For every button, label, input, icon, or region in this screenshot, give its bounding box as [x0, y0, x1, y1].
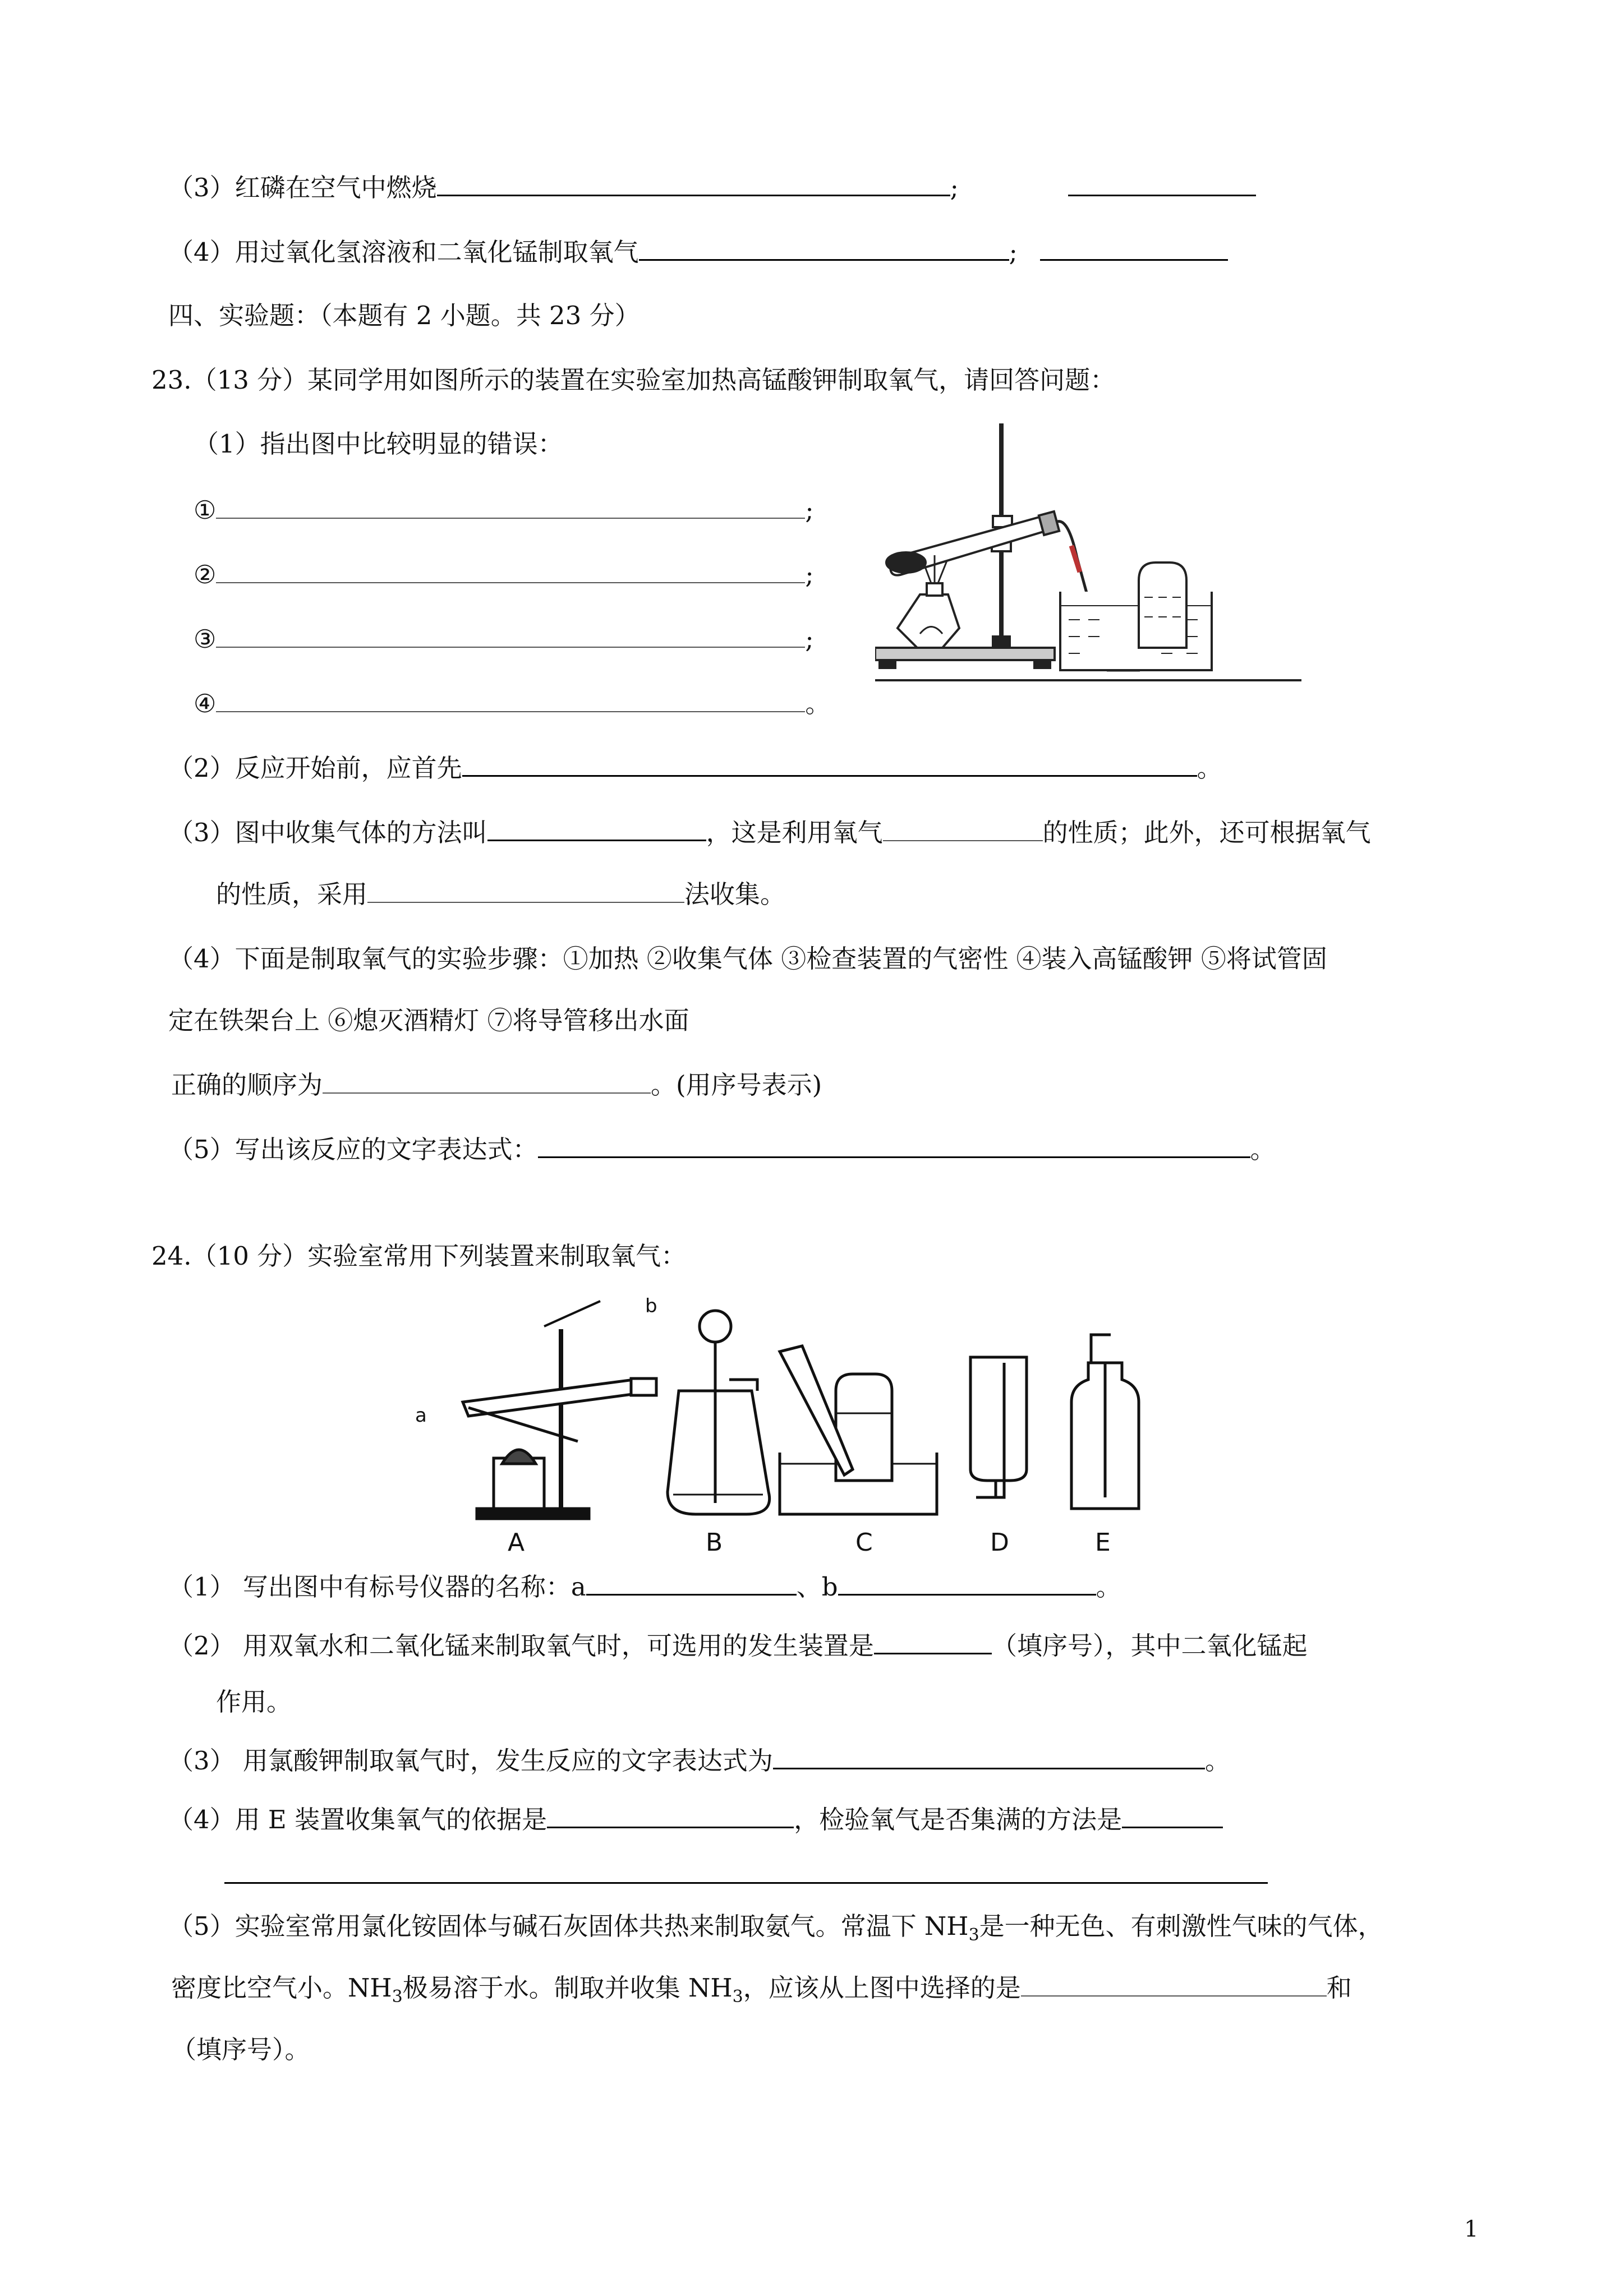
answer-blank[interactable]: [216, 560, 805, 583]
answer-blank[interactable]: [367, 879, 684, 903]
q23-part4-line1: （4）下面是制取氧气的实验步骤：①加热 ②收集气体 ③检查装置的气密性 ④装入高锰酸钾 ⑤将试管固: [168, 944, 1327, 974]
answer-blank[interactable]: [216, 624, 805, 648]
figure-mark-b: b: [645, 1295, 657, 1317]
answer-blank[interactable]: [216, 495, 805, 519]
answer-blank[interactable]: [773, 1745, 1205, 1769]
q23-error-4: ④ 。: [194, 689, 831, 718]
figure-label-C: C: [855, 1528, 873, 1557]
page-number: 1: [1464, 2216, 1479, 2242]
q23-part3-line2: 的性质，采用 法收集。: [216, 879, 786, 909]
q23-error-2: ② ;: [194, 560, 814, 589]
figure-mark-a: a: [415, 1404, 427, 1427]
q24-title: 24.（10 分）实验室常用下列装置来制取氧气：: [151, 1241, 687, 1271]
q23-error-1: ① ;: [194, 495, 814, 525]
q22-item3: （3）红磷在空气中燃烧 ;: [168, 171, 1256, 205]
answer-blank[interactable]: [487, 817, 706, 841]
figure-label-D: D: [990, 1528, 1009, 1557]
q23-part2: （2）反应开始前，应首先 。: [168, 753, 1222, 783]
answer-blank[interactable]: [538, 1134, 1250, 1158]
answer-blank[interactable]: [874, 1630, 992, 1654]
figure-label-E: E: [1095, 1528, 1111, 1557]
q22-item4: （4）用过氧化氢溶液和二氧化锰制取氧气 ;: [168, 236, 1228, 269]
figure-label-B: B: [706, 1528, 723, 1557]
q24-part2-line2: 作用。: [216, 1687, 292, 1717]
answer-blank[interactable]: [586, 1571, 797, 1596]
answer-blank[interactable]: [547, 1804, 794, 1828]
answer-blank[interactable]: [1122, 1804, 1223, 1828]
answer-blank[interactable]: [838, 1571, 1096, 1596]
q24-part4: （4）用 E 装置收集氧气的依据是 ，检验氧气是否集满的方法是: [168, 1803, 1223, 1837]
q24-part5-line1: （5）实验室常用氯化铵固体与碱石灰固体共热来制取氨气。常温下 $NH_3$是一种无色、有刺激性气味的气体，: [168, 1911, 1383, 1945]
q23-part3-line1: （3）图中收集气体的方法叫 ，这是利用氧气 的性质；此外，还可根据氧气: [168, 818, 1371, 847]
q23-part1: （1）指出图中比较明显的错误：: [194, 429, 563, 459]
q23-part4-line2: 定在铁架台上 ⑥熄灭酒精灯 ⑦将导管移出水面: [168, 1006, 689, 1035]
answer-blank[interactable]: [1021, 1973, 1327, 1997]
q23-title: 23.（13 分）某同学用如图所示的装置在实验室加热高锰酸钾制取氧气，请回答问题：: [151, 365, 1116, 395]
q23-part5: （5）写出该反应的文字表达式： 。: [168, 1135, 1276, 1164]
q24-part5-line3: （填序号）。: [171, 2035, 310, 2064]
answer-blank[interactable]: [323, 1070, 651, 1094]
figure-label-A: A: [508, 1528, 525, 1557]
q23-error-3: ③ ;: [194, 624, 814, 654]
q24-part1: （1） 写出图中有标号仪器的名称：a 、b 。: [168, 1572, 1121, 1602]
answer-blank[interactable]: [216, 689, 805, 712]
answer-blank[interactable]: [639, 237, 1009, 261]
answer-blank[interactable]: [462, 753, 1197, 777]
q23-apparatus-figure: [875, 412, 1301, 681]
q23-part4-line3: 正确的顺序为 。(用序号表示): [171, 1070, 822, 1100]
q24-part3: （3） 用氯酸钾制取氧气时，发生反应的文字表达式为 。: [168, 1746, 1230, 1776]
answer-blank-long[interactable]: [224, 1882, 1268, 1884]
answer-blank[interactable]: [883, 818, 1043, 841]
q24-apparatus-figure: [410, 1295, 1229, 1559]
q24-part5-line2: 密度比空气小。$NH_3$极易溶于水。制取并收集 $NH_3$，应该从上图中选择的是 和: [171, 1973, 1352, 2007]
section-heading: 四、实验题：（本题有 2 小题。共 23 分）: [168, 301, 640, 330]
answer-blank[interactable]: [1040, 237, 1228, 261]
answer-blank[interactable]: [1068, 172, 1256, 196]
answer-blank[interactable]: [437, 172, 950, 196]
q24-part2-line1: （2） 用双氧水和二氧化锰来制取氧气时，可选用的发生装置是 （填序号），其中二氧化锰起: [168, 1631, 1308, 1661]
